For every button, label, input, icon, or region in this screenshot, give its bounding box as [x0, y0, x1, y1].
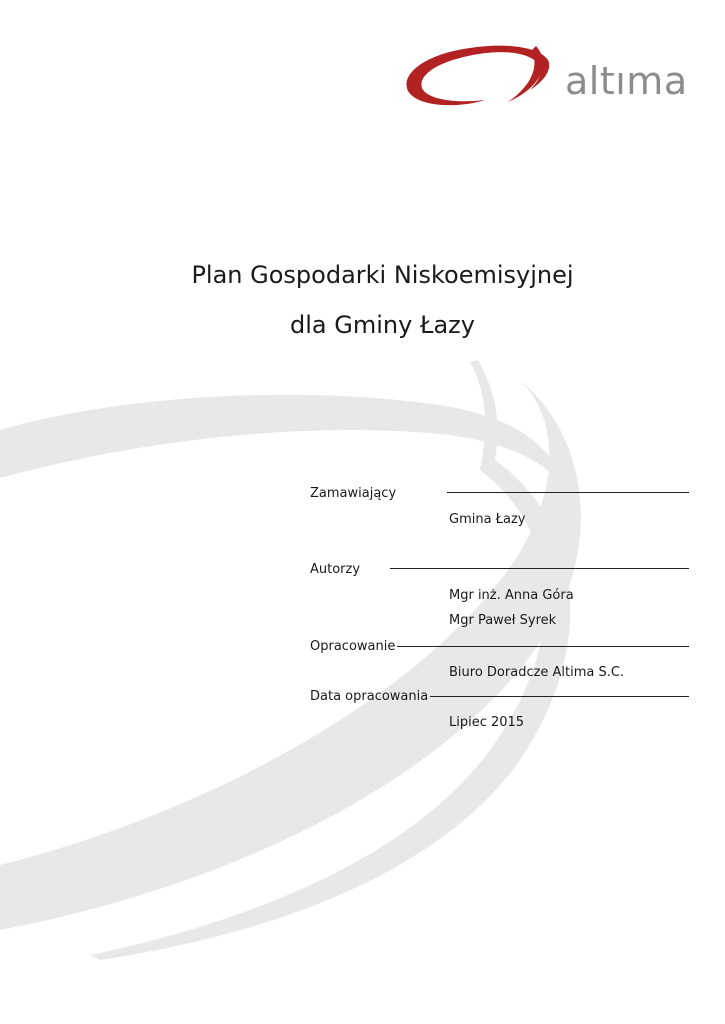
field-label-prepared-by: Opracowanie [310, 639, 396, 654]
field-divider [397, 646, 689, 647]
field-value-prepared-by: Biuro Doradcze Altima S.C. [449, 665, 625, 680]
field-divider [390, 568, 689, 569]
field-value-client: Gmina Łazy [449, 512, 526, 527]
field-label-date: Data opracowania [310, 689, 429, 704]
field-value-author-1: Mgr inż. Anna Góra [449, 588, 574, 603]
altima-logo [400, 36, 690, 116]
logo-ellipse-icon [400, 36, 560, 116]
field-value-date: Lipiec 2015 [449, 715, 525, 730]
document-title-line-2: dla Gminy Łazy [290, 311, 475, 339]
field-label-authors: Autorzy [310, 562, 361, 577]
field-divider [430, 696, 689, 697]
document-title-line-1: Plan Gospodarki Niskoemisyjnej [191, 261, 574, 289]
logo-wordmark: altıma [565, 59, 688, 103]
field-value-author-2: Mgr Paweł Syrek [449, 613, 557, 628]
field-label-client: Zamawiający [310, 486, 397, 501]
field-divider [447, 492, 689, 493]
